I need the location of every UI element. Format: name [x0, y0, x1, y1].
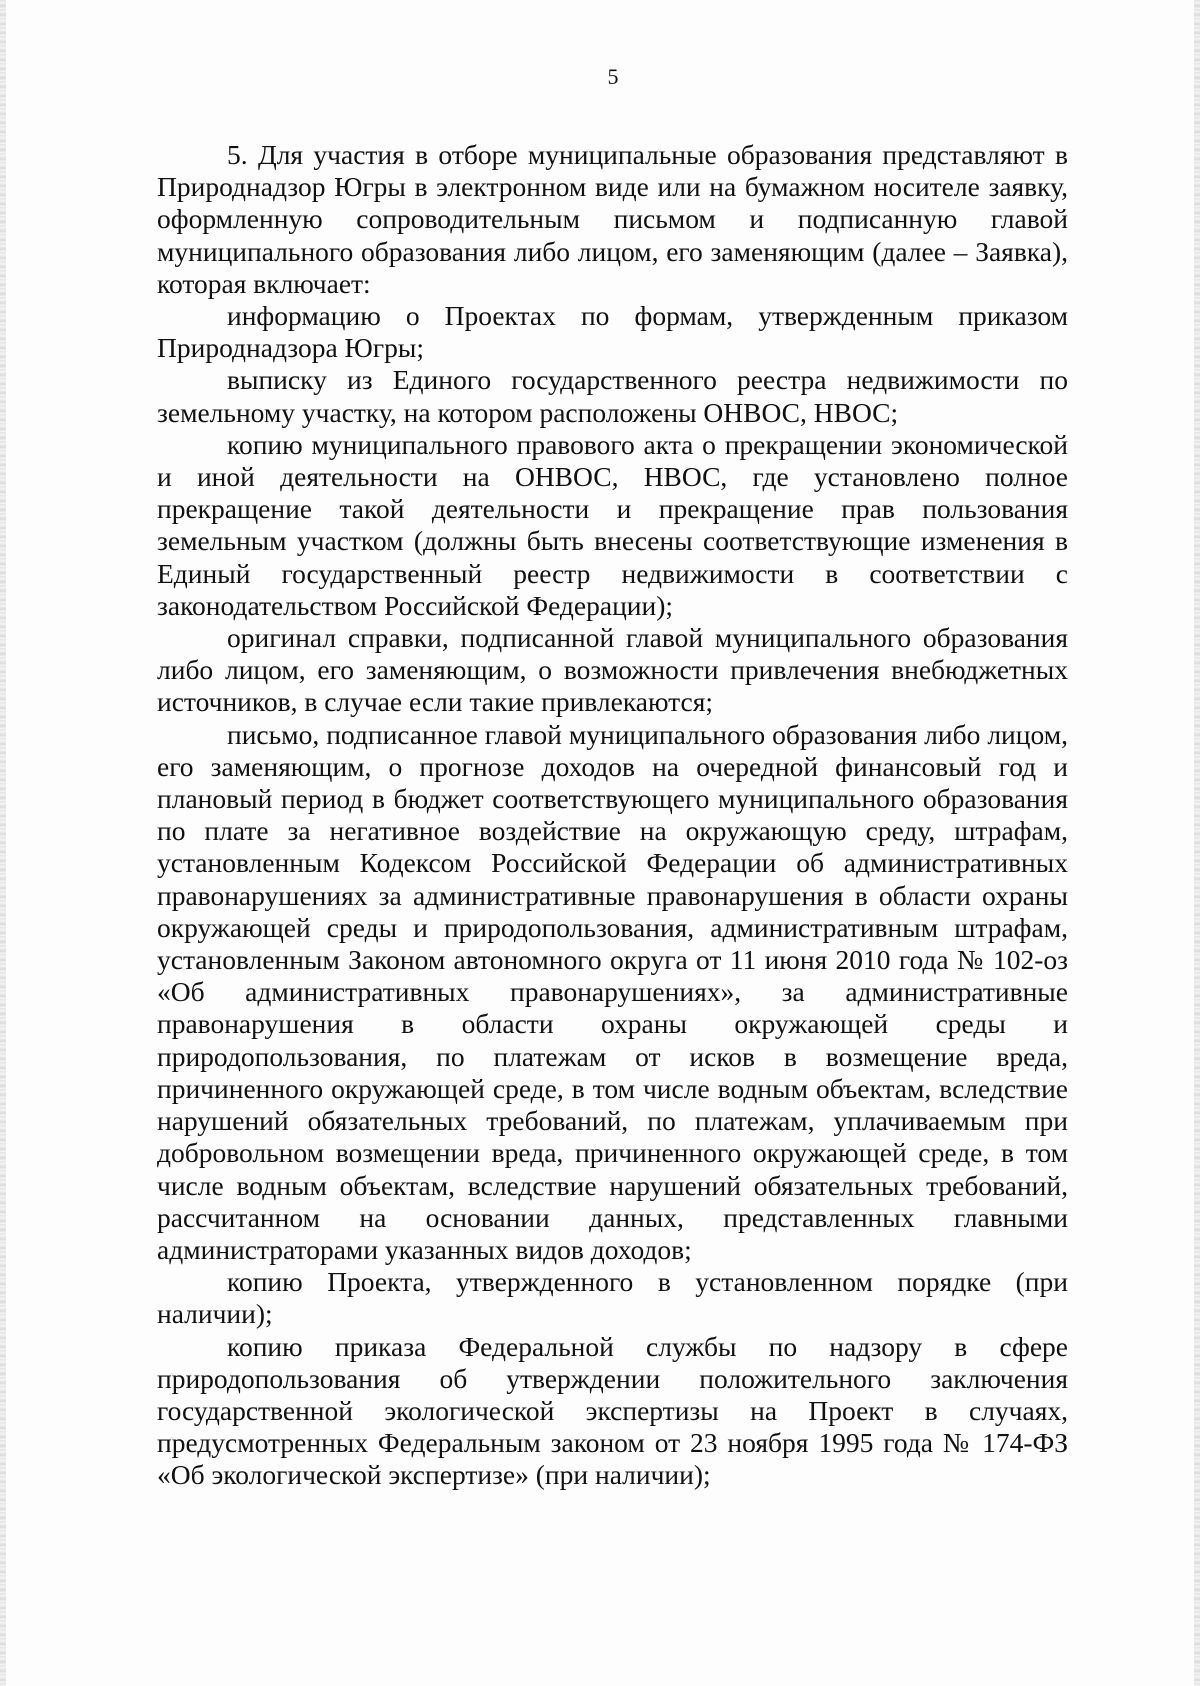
paragraph-project-info: информацию о Проектах по формам, утвержденным приказом Природнадзора Югры;: [157, 300, 1068, 364]
paragraph-municipal-act: копию муниципального правового акта о прекращении экономической и иной деятельности на ОНВОС, НВОС, где установлено полное прекращение такой деятельности и прекращение прав пользования земельным участком (должны быть внесены соответствующие изменения в Единый государственный реестр недвижимости в соответствии с законодательством Российской Федерации);: [157, 428, 1068, 621]
page-number: 5: [607, 64, 619, 89]
paragraph-expertise-order: копию приказа Федеральной службы по надзору в сфере природопользования об утверждении положительного заключения государственной экологической экспертизы на Проект в случаях, предусмотренных Федеральным законом от 23 ноября 1995 года № 174-ФЗ «Об экологической экспертизе» (при наличии);: [157, 1330, 1068, 1491]
document-body: [157, 139, 1068, 1492]
scan-edge-left: [0, 0, 6, 1686]
scan-edge-right: [1194, 0, 1200, 1686]
paragraph-intro: 5. Для участия в отборе муниципальные образования представляют в Природнадзор Югры в электронном виде или на бумажном носителе заявку, оформленную сопроводительным письмом и подписанную главой муниципального образования либо лицом, его заменяющим (далее – Заявка), которая включает:: [157, 139, 1068, 299]
paragraph-project-copy: копию Проекта, утвержденного в установленном порядке (при наличии);: [157, 1266, 1068, 1330]
paragraph-registry-extract: выписку из Единого государственного реестра недвижимости по земельному участку, на котором расположены ОНВОС, НВОС;: [157, 364, 1068, 428]
paragraph-revenue-letter: письмо, подписанное главой муниципального образования либо лицом, его заменяющим, о прогнозе доходов на очередной финансовый год и плановый период в бюджет соответствующего муниципального образования по плате за негативное воздействие на окружающую среду, штрафам, установленным Кодексом Российской Федерации об административных правонарушениях за административные правонарушения в области охраны окружающей среды и природопользования, административным штрафам, установленным Законом автономного округа от 11 июня 2010 года № 102-оз «Об административных правонарушениях», за административные правонарушения в области охраны окружающей среды и природопользования, по платежам от исков в возмещение вреда, причиненного окружающей среде, в том числе водным объектам, вследствие нарушений обязательных требований, по платежам, уплачиваемым при добровольном возмещении вреда, причиненного окружающей среде, в том числе водным объектам, вследствие нарушений обязательных требований, рассчитанном на основании данных, представленных главными администраторами указанных видов доходов;: [157, 718, 1068, 1265]
paragraph-funding-certificate: оригинал справки, подписанной главой муниципального образования либо лицом, его заменяющим, о возможности привлечения внебюджетных источников, в случае если такие привлекаются;: [157, 622, 1068, 718]
